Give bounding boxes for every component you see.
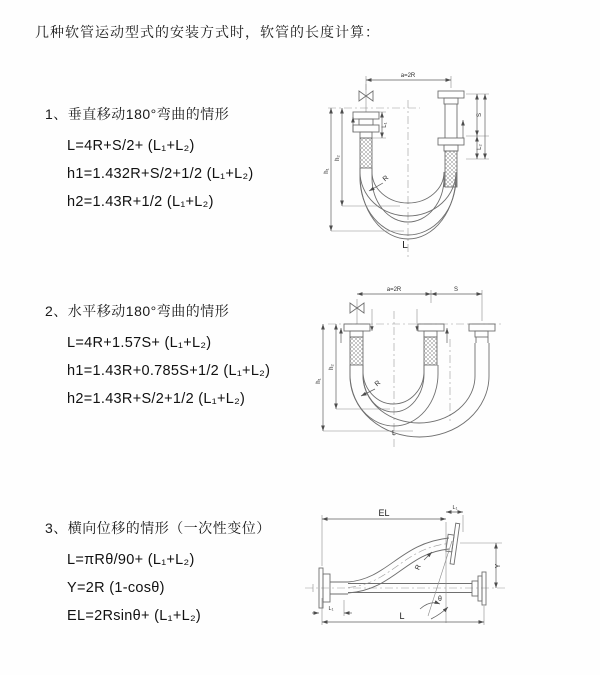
dim-label-l1-top: L₁ — [452, 505, 458, 511]
section-horizontal-movement — [45, 301, 345, 413]
dim-label-el: EL — [378, 508, 390, 518]
l1-bottom-dimension — [312, 600, 352, 616]
dim-label-r: R — [373, 379, 383, 389]
centerlines — [328, 299, 502, 449]
formula-l: L=4R+1.57S+ (L₁+L₂) — [67, 335, 212, 351]
l-bottom-dimension — [322, 598, 484, 625]
dim-label-l1-bottom: L₁ — [328, 606, 334, 612]
el-dimension — [322, 508, 446, 566]
left-pipe-flange — [353, 112, 379, 168]
diagram-horizontal-180-bend — [310, 281, 515, 467]
diagram-vertical-180-bend — [308, 66, 508, 262]
dim-label-l-total: L — [392, 430, 396, 437]
dim-label-h2: h₂ — [329, 364, 335, 370]
radius-annotation — [414, 552, 432, 571]
diagram-lateral-displacement — [300, 502, 515, 652]
formula-el: EL=2Rsinθ+ (L₁+L₂) — [67, 608, 202, 624]
page-title: 几种软管运动型式的安装方式时，软管的长度计算： — [35, 24, 380, 40]
centerlines — [305, 584, 507, 592]
section-3-heading: 3、横向位移的情形（一次性变位） — [45, 520, 271, 536]
section-1-heading: 1、垂直移动180°弯曲的情形 — [45, 106, 230, 122]
dim-label-l2: L₂ — [477, 144, 483, 150]
dim-label-l1: L₁ — [382, 122, 388, 128]
l1-top-dimension — [446, 505, 463, 532]
dim-label-h1: h₁ — [316, 378, 322, 384]
dim-label-y: Y — [495, 563, 502, 569]
dim-label-theta: θ — [438, 596, 442, 603]
formula-h1: h1=1.43R+0.785S+1/2 (L₁+L₂) — [67, 363, 271, 379]
dim-label-a2r: a=2R — [400, 73, 416, 79]
left-dimensions — [324, 108, 404, 231]
angle-annotation — [420, 541, 452, 619]
right-dimensions — [466, 94, 489, 159]
top-dimension — [366, 73, 451, 90]
dim-label-h2: h₂ — [335, 155, 341, 161]
dim-label-s: S — [477, 112, 483, 118]
s-curve-hose — [348, 538, 449, 593]
dim-label-l-total: L — [402, 240, 408, 251]
right-pipe-flange — [438, 91, 464, 187]
top-dimension — [357, 287, 482, 321]
dim-label-s: S — [453, 287, 459, 293]
middle-pipe-flange — [417, 309, 447, 365]
u-bend-hoses — [350, 343, 489, 437]
dim-label-h1: h₁ — [324, 168, 330, 174]
dim-label-l-total: L — [399, 611, 405, 621]
left-dimensions — [316, 324, 413, 431]
formula-l: L=πRθ/90+ (L₁+L₂) — [67, 552, 195, 568]
formula-h1: h1=1.432R+S/2+1/2 (L₁+L₂) — [67, 166, 254, 182]
section-vertical-movement — [45, 104, 345, 216]
formula-h2: h2=1.43R+1/2 (L₁+L₂) — [67, 194, 214, 210]
left-pipe-flange — [341, 309, 372, 365]
section-2-heading: 2、水平移动180°弯曲的情形 — [45, 303, 230, 319]
right-flange-displaced — [472, 572, 486, 605]
dim-label-r: R — [381, 174, 391, 184]
dim-label-r: R — [414, 563, 423, 572]
dim-label-a2r: a=2R — [386, 287, 402, 293]
right-pipe-flange-displaced — [469, 324, 495, 343]
formula-h2: h2=1.43R+S/2+1/2 (L₁+L₂) — [67, 391, 246, 407]
y-dimension — [460, 543, 502, 588]
formula-l: L=4R+S/2+ (L₁+L₂) — [67, 138, 195, 154]
formula-y: Y=2R (1-cosθ) — [67, 580, 165, 596]
